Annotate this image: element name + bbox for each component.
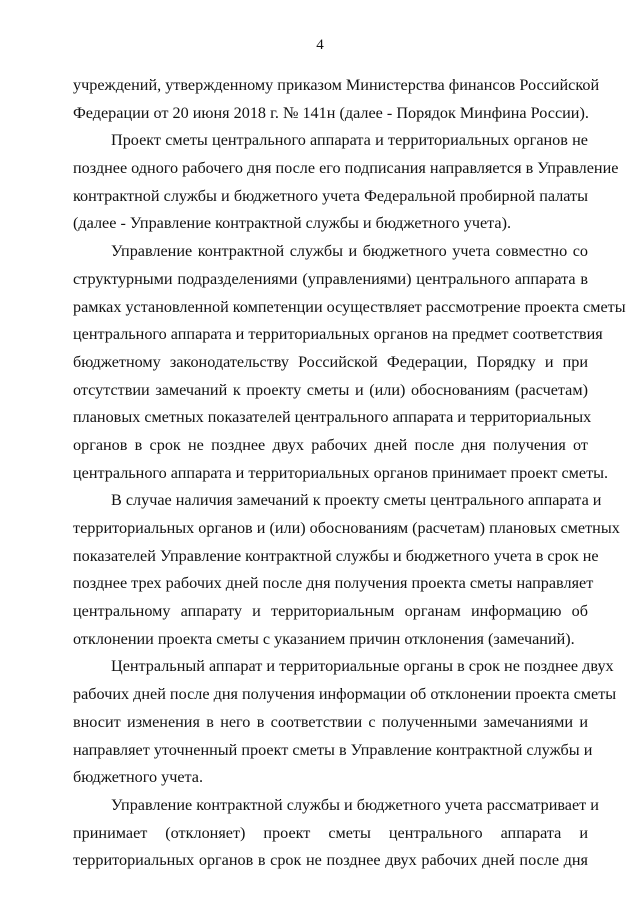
paragraph (73, 127, 619, 238)
text-line: центральному аппарату и территориальным органам информацию об (73, 602, 588, 621)
text-line: Центральный аппарат и территориальные органы в срок не позднее двух (111, 657, 614, 676)
text-line: показателей Управление контрактной службы и бюджетного учета в срок не (73, 546, 599, 565)
text-line: органов в срок не позднее двух рабочих дней после дня получения от (73, 435, 588, 454)
text-line: рамках установленной компетенции осуществляет рассмотрение проекта сметы (73, 297, 626, 316)
paragraph (73, 792, 599, 875)
text-line: Проект сметы центрального аппарата и территориальных органов не (111, 131, 588, 150)
text-line: принимает (отклоняет) проект сметы центрального аппарата и (73, 823, 588, 842)
paragraph (73, 487, 620, 653)
text-line: Федерации от 20 июня 2018 г. № 141н (далее - Порядок Минфина России). (73, 103, 589, 122)
text-line: территориальных органов в срок не позднее двух рабочих дней после дня (73, 851, 588, 870)
text-line: территориальных органов и (или) обоснованиям (расчетам) плановых сметных (73, 519, 620, 537)
paragraph (73, 653, 617, 791)
text-line: центрального аппарата и территориальных органов принимает проект сметы. (73, 463, 609, 482)
text-line: центрального аппарата и территориальных органов на предмет соответствия (73, 325, 603, 344)
text-line: отсутствии замечаний к проекту сметы и (или) обоснованиям (расчетам) (73, 380, 588, 399)
text-line: Управление контрактной службы и бюджетного учета рассматривает и (111, 795, 599, 814)
text-line: контрактной службы и бюджетного учета Федеральной пробирной палаты (73, 186, 588, 205)
document-body (73, 72, 626, 875)
text-line: структурными подразделениями (управлениями) центрального аппарата в (73, 269, 588, 288)
text-line: направляет уточненный проект сметы в Управление контрактной службы и (73, 740, 593, 759)
text-line: Управление контрактной службы и бюджетного учета совместно со (111, 242, 588, 261)
page-number: 4 (316, 37, 324, 53)
paragraph (73, 72, 600, 127)
text-line: учреждений, утвержденному приказом Министерства финансов Российской (73, 76, 600, 94)
text-line: позднее трех рабочих дней после дня получения проекта сметы направляет (73, 574, 594, 593)
text-line: (далее - Управление контрактной службы и бюджетного учета). (73, 214, 512, 233)
text-line: отклонении проекта сметы с указанием причин отклонения (замечаний). (73, 629, 575, 648)
text-line: вносит изменения в него в соответствии с полученными замечаниями и (73, 712, 588, 731)
text-line: позднее одного рабочего дня после его подписания направляется в Управление (73, 159, 619, 178)
text-line: рабочих дней после дня получения информации об отклонении проекта сметы (73, 685, 617, 704)
text-line: бюджетному законодательству Российской Федерации, Порядку и при (73, 352, 588, 371)
paragraph (73, 238, 626, 487)
text-line: В случае наличия замечаний к проекту сметы центрального аппарата и (111, 491, 602, 510)
text-line: бюджетного учета. (73, 768, 204, 787)
text-line: плановых сметных показателей центрального аппарата и территориальных (73, 408, 592, 427)
